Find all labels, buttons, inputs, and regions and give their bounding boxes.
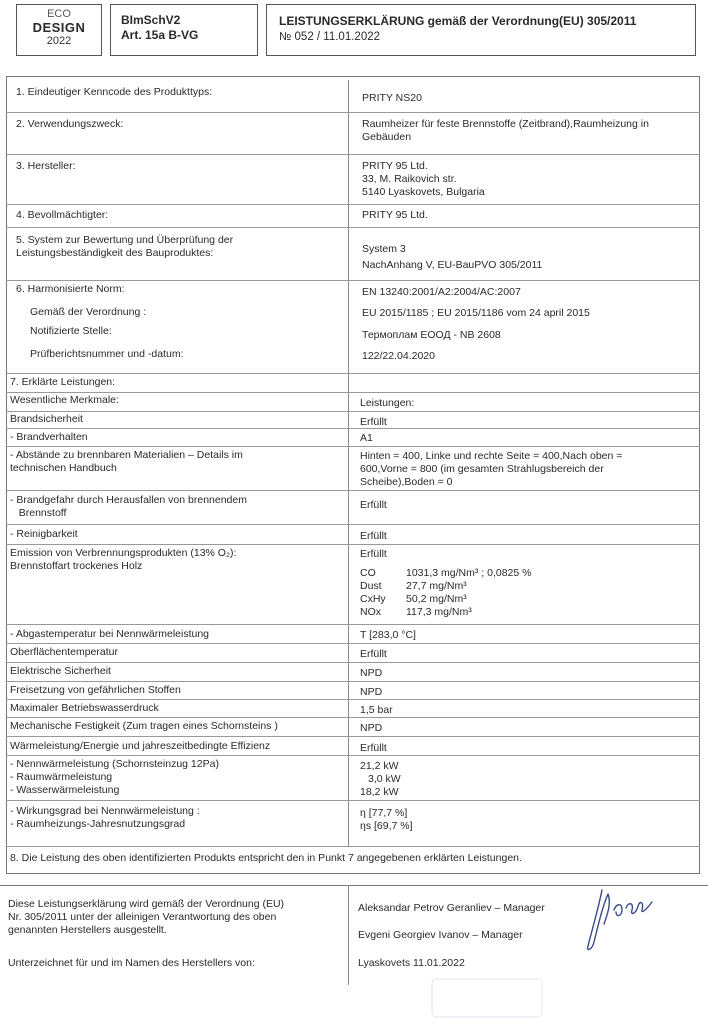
flue-temp-label: - Abgastemperatur bei Nennwärmeleistung xyxy=(10,628,210,640)
seasonal-efficiency-value: ηs [69,7 %] xyxy=(360,820,413,832)
regulation-value: EU 2015/1185 ; EU 2015/1186 vom 24 april 2015 xyxy=(362,307,590,319)
emissions-label-2: Brennstoffart trockenes Holz xyxy=(10,560,143,572)
emissions-label-1: Emission von Verbrennungsprodukten (13% O₂): xyxy=(10,547,237,559)
manager-1: Aleksandar Petrov Geranliev – Manager xyxy=(358,902,545,914)
declaration-text-1: Diese Leistungserklärung wird gemäß der Verordnung (EU) xyxy=(8,898,285,910)
notified-body-label: Notifizierte Stelle: xyxy=(30,325,112,337)
nox-label: NOx xyxy=(360,606,381,618)
declaration-text-2: Nr. 305/2011 unter der alleinigen Verantwortung des oben xyxy=(8,911,277,923)
row-divider xyxy=(6,699,700,700)
row-divider xyxy=(6,846,700,847)
row-divider xyxy=(6,411,700,412)
row-divider xyxy=(6,204,700,205)
dust-row xyxy=(360,580,467,593)
row6-value: EN 13240:2001/A2:2004/AC:2007 xyxy=(362,286,521,298)
report-number-value: 122/22.04.2020 xyxy=(362,350,435,362)
row5-label-2: Leistungsbeständigkeit des Bauproduktes: xyxy=(16,247,214,259)
row-divider xyxy=(6,280,700,281)
fire-risk-label-1: - Brandgefahr durch Herausfallen von brennendem xyxy=(10,494,247,506)
row-divider xyxy=(6,624,700,625)
room-output-value: 3,0 kW xyxy=(368,773,401,785)
cleanability-label: - Reinigbarkeit xyxy=(10,528,78,540)
dust-label: Dust xyxy=(360,580,382,592)
heat-output-value: Erfüllt xyxy=(360,742,387,754)
row-divider xyxy=(6,490,700,491)
row-divider xyxy=(6,112,700,113)
row6-label: 6. Harmonisierte Norm: xyxy=(16,283,125,295)
row-divider xyxy=(6,544,700,545)
declaration-number: № 052 / 11.01.2022 xyxy=(279,31,381,43)
declaration-title-box xyxy=(266,4,696,56)
co-value: 1031,3 mg/Nm³ ; 0,0825 % xyxy=(406,567,532,579)
row-divider xyxy=(6,800,700,801)
flue-temp-value: T [283,0 °C] xyxy=(360,629,416,641)
art15a-label: Art. 15a B-VG xyxy=(121,28,199,42)
fire-risk-value: Erfüllt xyxy=(360,499,387,511)
hazardous-release-value: NPD xyxy=(360,686,383,698)
place-date: Lyaskovets 11.01.2022 xyxy=(358,957,465,969)
cxhy-row xyxy=(360,593,467,606)
section8-statement: 8. Die Leistung des oben identifizierten Produkts entspricht den in Punkt 7 angegebenen erklärten Leistungen. xyxy=(10,852,522,864)
mechanical-strength-value: NPD xyxy=(360,722,383,734)
section7-title: 7. Erklärte Leistungen: xyxy=(10,376,116,388)
manufacturer-street: 33, M. Raikovich str. xyxy=(362,173,457,185)
dust-value: 27,7 mg/Nm³ xyxy=(406,580,467,592)
row-divider xyxy=(6,392,700,393)
row1-value: PRITY NS20 xyxy=(362,92,422,104)
row-divider xyxy=(6,373,700,374)
design-label: DESIGN xyxy=(32,20,86,35)
row4-value: PRITY 95 Ltd. xyxy=(362,209,428,221)
eco-year: 2022 xyxy=(46,35,72,47)
surface-temp-value: Erfüllt xyxy=(360,648,387,660)
signed-on-behalf: Unterzeichnet für und im Namen des Herstellers von: xyxy=(8,957,255,969)
characteristics-header: Wesentliche Merkmale: xyxy=(10,394,119,406)
co-row xyxy=(360,567,531,580)
distances-value-3: Scheibe),Boden = 0 xyxy=(360,476,453,488)
row-divider xyxy=(6,736,700,737)
cxhy-label: CxHy xyxy=(360,593,386,605)
row-divider xyxy=(6,154,700,155)
distances-value-2: 600,Vorne = 800 (im gesamten Strahlugsbereich der xyxy=(360,463,604,475)
efficiency-label: - Wirkungsgrad bei Nennwärmeleistung : xyxy=(10,805,200,817)
seasonal-efficiency-label: - Raumheizungs-Jahresnutzungsgrad xyxy=(10,818,186,830)
row2-label: 2. Verwendungszweck: xyxy=(16,118,124,130)
row4-label: 4. Bevollmächtigter: xyxy=(16,209,109,221)
nox-row xyxy=(360,606,472,619)
surface-temp-label: Oberflächentemperatur xyxy=(10,646,118,658)
water-output-label: - Wasserwärmeleistung xyxy=(10,784,120,796)
row-divider xyxy=(6,755,700,756)
room-output-label: - Raumwärmeleistung xyxy=(10,771,113,783)
distances-value-1: Hinten = 400, Linke und rechte Seite = 400,Nach oben = xyxy=(360,450,623,462)
emissions-value: Erfüllt xyxy=(360,548,387,560)
nominal-output-label: - Nennwärmeleistung (Schornsteinzug 12Pa) xyxy=(10,758,219,770)
fire-risk-label-2: Brennstoff xyxy=(10,507,67,519)
row1-label: 1. Eindeutiger Kenncode des Produkttyps: xyxy=(16,86,213,98)
page-title: LEISTUNGSERKLÄRUNG gemäß der Verordnung(EU) 305/2011 xyxy=(279,14,637,28)
row-divider xyxy=(6,428,700,429)
co-label: CO xyxy=(360,567,376,579)
fire-behaviour-label: - Brandverhalten xyxy=(10,431,88,443)
row2-value: Raumheizer für feste Brennstoffe (Zeitbrand),Raumheizung in Gebäuden xyxy=(362,118,649,143)
row-divider xyxy=(6,681,700,682)
cxhy-value: 50,2 mg/Nm³ xyxy=(406,593,467,605)
regulation-label: Gemäß der Verordnung : xyxy=(30,306,147,318)
efficiency-value: η [77,7 %] xyxy=(360,807,408,819)
heat-output-label: Wärmeleistung/Energie und jahreszeitbedingte Effizienz xyxy=(10,740,271,752)
eco-label: ECO xyxy=(47,8,71,20)
nominal-output-value: 21,2 kW xyxy=(360,760,399,772)
declaration-text-3: genannten Herstellers ausgestellt. xyxy=(8,924,167,936)
mechanical-strength-label: Mechanische Festigkeit (Zum tragen eines Schornsteins ) xyxy=(10,720,278,732)
distances-label-2: technischen Handbuch xyxy=(10,462,117,474)
max-pressure-value: 1,5 bar xyxy=(360,704,393,716)
row-divider xyxy=(6,227,700,228)
bimschv-badge xyxy=(110,4,258,56)
report-number-label: Prüfberichtsnummer und -datum: xyxy=(30,348,184,360)
max-pressure-label: Maximaler Betriebswasserdruck xyxy=(10,702,159,714)
fire-behaviour-value: A1 xyxy=(360,432,373,444)
row-divider xyxy=(6,643,700,644)
column-divider xyxy=(348,80,349,846)
bimschv-label: BImSchV2 xyxy=(121,13,181,27)
manufacturer-name: PRITY 95 Ltd. xyxy=(362,160,428,172)
fire-safety-value: Erfüllt xyxy=(360,416,387,428)
fire-safety-label: Brandsicherheit xyxy=(10,413,83,425)
performance-header: Leistungen: xyxy=(360,397,415,409)
row3-label: 3. Hersteller: xyxy=(16,160,76,172)
water-output-value: 18,2 kW xyxy=(360,786,399,798)
faint-stamp xyxy=(430,975,550,1021)
electrical-safety-value: NPD xyxy=(360,667,383,679)
row-divider xyxy=(6,524,700,525)
row5-value-2: NachAnhang V, EU-BauPVO 305/2011 xyxy=(362,259,543,271)
row-divider xyxy=(6,446,700,447)
nox-value: 117,3 mg/Nm³ xyxy=(406,606,472,618)
manufacturer-city: 5140 Lyaskovets, Bulgaria xyxy=(362,186,485,198)
row5-value-1: System 3 xyxy=(362,243,406,255)
eco-design-badge xyxy=(16,4,102,56)
manager-2: Evgeni Georgiev Ivanov – Manager xyxy=(358,929,523,941)
row5-label-1: 5. System zur Bewertung und Überprüfung der xyxy=(16,234,234,246)
row-divider xyxy=(6,662,700,663)
distances-label-1: - Abstände zu brennbaren Materialien – Details im xyxy=(10,449,243,461)
footer-divider xyxy=(348,885,349,985)
cleanability-value: Erfüllt xyxy=(360,530,387,542)
notified-body-value: Термоплам ЕООД - NB 2608 xyxy=(362,329,501,341)
hazardous-release-label: Freisetzung von gefährlichen Stoffen xyxy=(10,684,181,696)
row-divider xyxy=(6,717,700,718)
electrical-safety-label: Elektrische Sicherheit xyxy=(10,665,111,677)
signature-mark xyxy=(578,880,674,960)
